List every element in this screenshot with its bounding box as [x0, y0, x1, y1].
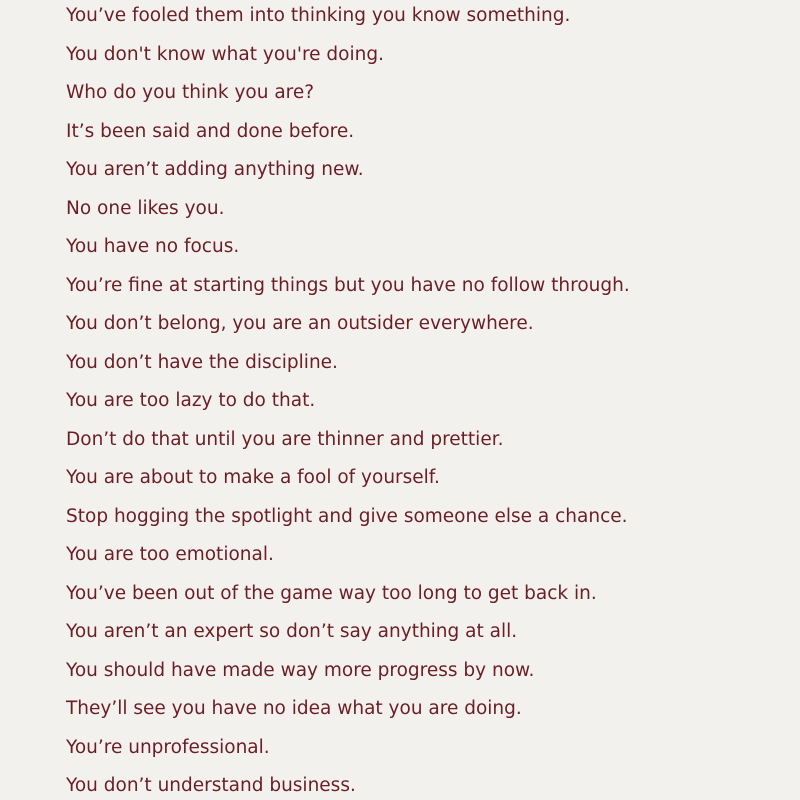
- list-item: Who do you think you are?: [66, 82, 315, 103]
- list-item: You’re fine at starting things but you have no follow through.: [66, 274, 630, 296]
- list-item: No one likes you.: [66, 197, 225, 219]
- list-item: You don’t understand business.: [66, 775, 356, 796]
- negative-thoughts-list: [66, 0, 786, 800]
- list-item: You don’t belong, you are an outsider everywhere.: [66, 313, 534, 334]
- list-item: You don’t have the discipline.: [66, 351, 338, 373]
- list-item: Don’t do that until you are thinner and prettier.: [66, 428, 504, 450]
- list-item: You are too lazy to do that.: [66, 390, 316, 411]
- list-item: Stop hogging the spotlight and give someone else a chance.: [66, 505, 628, 527]
- list-item: You’ve fooled them into thinking you know something.: [66, 5, 571, 26]
- list-item: You are about to make a fool of yourself.: [66, 467, 440, 488]
- list-item: You’re unprofessional.: [66, 736, 270, 758]
- list-item: You aren’t adding anything new.: [66, 159, 364, 180]
- list-item: You’ve been out of the game way too long to get back in.: [66, 582, 597, 604]
- list-item: You don't know what you're doing.: [66, 43, 384, 65]
- list-item: You have no focus.: [66, 236, 240, 257]
- list-item: You should have made way more progress by now.: [66, 659, 535, 681]
- list-item: You are too emotional.: [66, 544, 274, 565]
- list-item: They’ll see you have no idea what you are doing.: [66, 698, 522, 719]
- list-item: It’s been said and done before.: [66, 120, 355, 142]
- list-item: You aren’t an expert so don’t say anything at all.: [66, 621, 518, 642]
